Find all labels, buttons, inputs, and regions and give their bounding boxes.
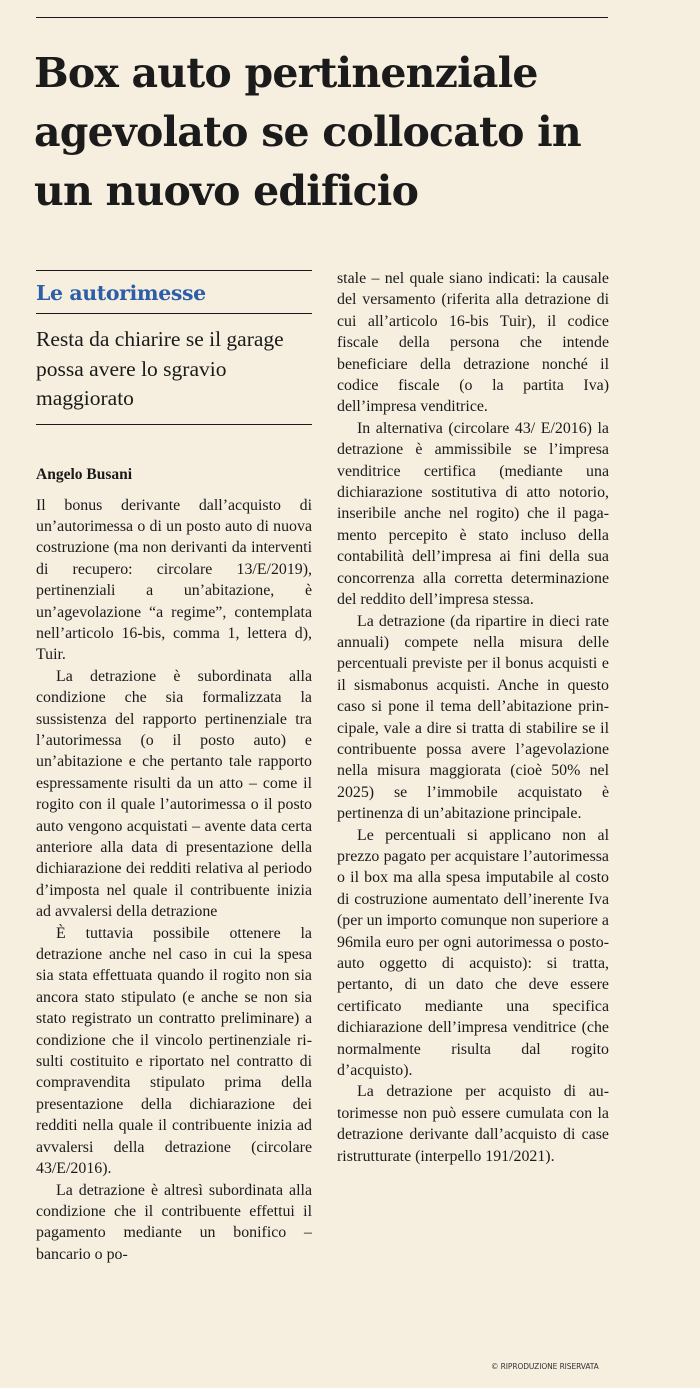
left-column <box>36 270 312 1265</box>
headline: Box auto pertinenziale agevolato se collocato in un nuovo edificio <box>34 49 581 215</box>
subheadline: Resta da chiarire se il garage possa avere lo sgravio maggiorato <box>36 327 284 410</box>
subhead-bottom-rule <box>36 424 312 425</box>
body-paragraph: stale – nel quale siano indicati: la causale del versamento (riferita alla detrazione di cui all’articolo 16-bis Tuir), il codice fiscale della persona che intende beneficiare della detrazione nonché il codice fiscale (o la partita Iva) dell’impresa venditrice. <box>337 270 609 416</box>
body-paragraph: Le percentuali si applicano non al prezzo pagato per acquistare l’autorimessa o il box ma alla spesa imputabile al costo di costruzione aumentato dell’inerente Iva (per un importo comunque non superiore a 96mila euro per ogni autorimessa o posto-auto oggetto di acquisto): si tratta, pertanto, di un dato che deve essere certificato mediante una specifica dichiarazione dell’impresa venditrice (che normalmente risulta dal rogito d’acquisto). <box>337 826 609 1080</box>
body-paragraph: Il bonus derivante dall’acquisto di un’autorimessa o di un posto auto di nuova costruzione (ma non derivanti da interventi di recupero: circolare 13/E/2019), pertinenziali a un’abitazione, è un’agevolazione “a regime”, contemplata nell’articolo 16-bis, comma 1, lettera d), Tuir. <box>36 496 312 664</box>
body-paragraph: La detrazione per acquisto di autorimesse non può essere cumulata con la detrazione derivante dall’acquisto di case ristrutturate (interpello 191/2021). <box>337 1083 609 1165</box>
section-rubric: Le autorimesse <box>36 281 206 305</box>
top-rule <box>36 17 608 18</box>
right-column <box>337 268 609 1167</box>
body-paragraph: La detrazione è altresì subordinata alla condizione che il contribuente effettui il pagamento mediante un bonifico – bancario o po- <box>36 1181 312 1263</box>
body-paragraph: La detrazione è subordinata alla condizione che sia formalizzata la sussistenza del rapporto pertinenziale tra l’autorimessa (o il posto auto) e un’abitazione e che pertanto tale rapporto espressamente risulti da un atto – come il rogito con il quale l’autorimessa o il posto auto vengono acquistati – avente data certa anteriore alla data di presentazione della dichiarazione dei redditi relativa al periodo d’imposta nel quale il contribuente inizia ad avvalersi della detrazione <box>36 667 312 921</box>
rubric-bottom-rule <box>36 313 312 314</box>
body-paragraph: In alternativa (circolare 43/ E/2016) la detrazione è ammissibile se l’impresa venditrice certifica (mediante una dichiarazione sostitutiva di atto notorio, inseribile anche nel rogito) che il pagamento percepito è stato incluso della contabilità dell’impresa ai fini della sua concorrenza alla corretta determinazione del reddito dell’impresa stessa. <box>337 419 609 609</box>
author-byline: Angelo Busani <box>36 465 133 483</box>
rubric-top-rule <box>36 270 312 271</box>
copyright-credit: © RIPRODUZIONE RISERVATA <box>491 1362 599 1371</box>
body-paragraph: La detrazione (da ripartire in dieci rate annuali) compete nella misura delle percentuali previste per il bonus acquisti e il sismabonus acquisti. Anche in questo caso si pone il tema dell’abitazione principale, vale a dire si tratta di stabilire se il contribuente possa avere l’agevolazione nella misura maggiorata (cioè 50% nel 2025) se l’immobile acquistato è pertinenza di un’abitazione principale. <box>337 612 609 823</box>
body-paragraph: È tuttavia possibile ottenere la detrazione anche nel caso in cui la spesa sia stata effettuata quando il rogito non sia ancora stato stipulato (e anche se non sia stato registrato un contratto preliminare) a condizione che il vincolo pertinenziale risulti costituito e riportato nel contratto di compravendita stipulato prima della presentazione della dichiarazione dei redditi nella quale il contribuente inizia ad avvalersi della detrazione (circolare 43/E/2016). <box>36 924 312 1178</box>
